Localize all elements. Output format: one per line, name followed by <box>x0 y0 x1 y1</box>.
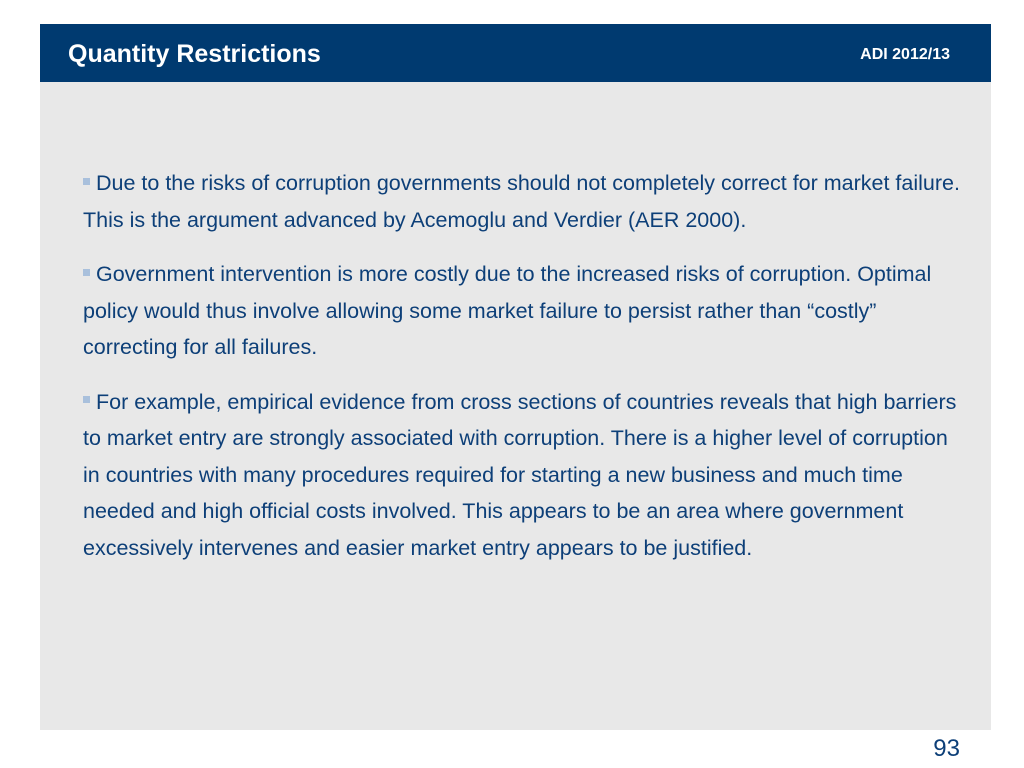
bullet-text: For example, empirical evidence from cross sections of countries reveals that high barriers to market entry are strongly associated with corruption. There is a higher level of corruption in countries with many procedures required for starting a new business and much time needed and high official costs involved. This appears to be an area where government excessively intervenes and easier market entry appears to be justified. <box>83 389 957 560</box>
course-label: ADI 2012/13 <box>860 46 950 63</box>
content-panel <box>40 82 991 730</box>
title-bar <box>40 24 991 82</box>
square-bullet-icon <box>83 178 90 185</box>
square-bullet-icon <box>83 269 90 276</box>
bullet-item <box>83 256 963 366</box>
bullet-text: Due to the risks of corruption governments should not completely correct for market failure. This is the argument advanced by Acemoglu and Verdier (AER 2000). <box>83 171 960 232</box>
bullet-item <box>83 165 963 238</box>
square-bullet-icon <box>83 396 90 403</box>
slide-title: Quantity Restrictions <box>68 40 321 68</box>
bullet-list <box>83 165 963 584</box>
bullet-item <box>83 384 963 567</box>
bullet-text: Government intervention is more costly due to the increased risks of corruption. Optimal policy would thus involve allowing some market failure to persist rather than “costly” correcting for all failures. <box>83 262 932 359</box>
page-number: 93 <box>933 735 960 762</box>
